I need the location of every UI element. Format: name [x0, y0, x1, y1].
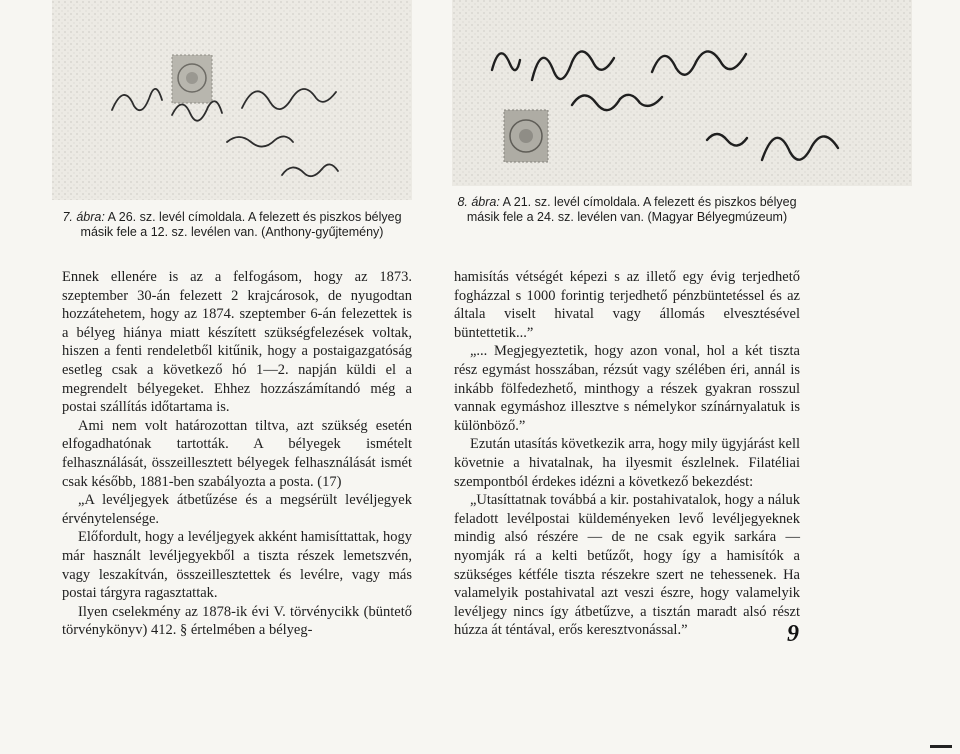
figure-caption-lead: 7. ábra:: [62, 210, 105, 224]
corner-mark: [930, 745, 952, 748]
figure-caption-lead: 8. ábra:: [457, 195, 500, 209]
paragraph: Ezután utasítás következik arra, hogy mily ügyjárást kell követnie a hivatalnak, ha ilyesmit észlelnek. Filatéliai szempontból érdekes idézni a következő bekezdést:: [454, 436, 800, 490]
paragraph: Ennek ellenére is az a felfogásom, hogy az 1873. szeptember 30-án felezett 2 krajcárosok, de nyugodtan hozzátehetem, hogy az 1874. szeptember 6-án felezettek is a bélyeg hiánya miatt készített szükségfelezések voltak, hiszen a fenti rendeletből kitűnik, hogy a postaigazgatóság esetleg csak a következő hó 1—2. napján küldi el a megrendelt bélyegeket. Ehhez hozzászámítandó még a postai szállítás időtartama is.: [62, 269, 412, 416]
page-number: 9: [787, 621, 799, 647]
envelope-photo-right: [452, 0, 912, 186]
stamp-half-right: [504, 110, 548, 162]
figure-caption-text: A 26. sz. levél címoldala. A felezett és piszkos bélyeg másik fele a 12. sz. levélen van. (Anthony-gyűjtemény): [80, 210, 402, 239]
figure-caption-7: [54, 210, 410, 240]
text-column-left: [62, 268, 412, 640]
paragraph: „... Megjegyeztetik, hogy azon vonal, hol a két tiszta rész egymást hosszában, rézsút vagy szélében éri, annál is inkább fölfedezhető, minthogy a részek gyakran rosszul vannak egymáshoz illesztve s némelykor színárnyalatuk is különböző.”: [454, 343, 800, 434]
figure-caption-8: [452, 195, 802, 225]
envelope-photo-left: [52, 0, 412, 200]
paragraph: Előfordult, hogy a levéljegyek akként hamisíttattak, hogy már használt levéljegyekből a tiszta részek lemetszvén, vagy leszakítván, összeillesztettek és levélre, vagy más postai tárgyra ragasztattak.: [62, 529, 412, 602]
paragraph: Ami nem volt határozottan tiltva, azt szükség esetén elfogadhatónak tartották. A bélyegek ismételt felhasználását, összeillesztett bélyegek felhasználását ismét csak később, 1881-ben szabályozta a posta. (17): [62, 417, 412, 490]
stamp-half-left: [172, 55, 212, 103]
figure-caption-text: A 21. sz. levél címoldala. A felezett és piszkos bélyeg másik fele a 24. sz. levélen van. (Magyar Bélyegmúzeum): [466, 195, 797, 224]
text-column-right: [454, 268, 800, 640]
paragraph: „Utasíttatnak továbbá a kir. postahivatalok, hogy a náluk feladott levélpostai küldeményeken levő levéljegyeknek mindig alsó részére — de ne csak egyik sarkára — nyomják rá a kelti betűzőt, hogy így a hamisítók a szükséges kétféle tiszta részekre szert ne tehessenek. Ha valamelyik postahivatal azt veszi észre, hogy valamelyik levéljegy nincs így átbetűzve, a tisztán maradt alsó részt húzza át téntával, erős keresztvonással.”: [454, 492, 800, 639]
paragraph: „A levéljegyek átbetűzése és a megsérült levéljegyek érvénytelensége.: [62, 492, 412, 527]
paragraph: Ilyen cselekmény az 1878-ik évi V. törvénycikk (büntető törvénykönyv) 412. § értelmében a bélyeg-: [62, 603, 412, 639]
paragraph: hamisítás vétségét képezi s az illető egy évig terjedhető fogházzal s 1000 forintig terjedhető pénzbüntetéssel és az általa viselt hivatal vagy állomás elvesztésével büntettetik...”: [454, 269, 800, 341]
